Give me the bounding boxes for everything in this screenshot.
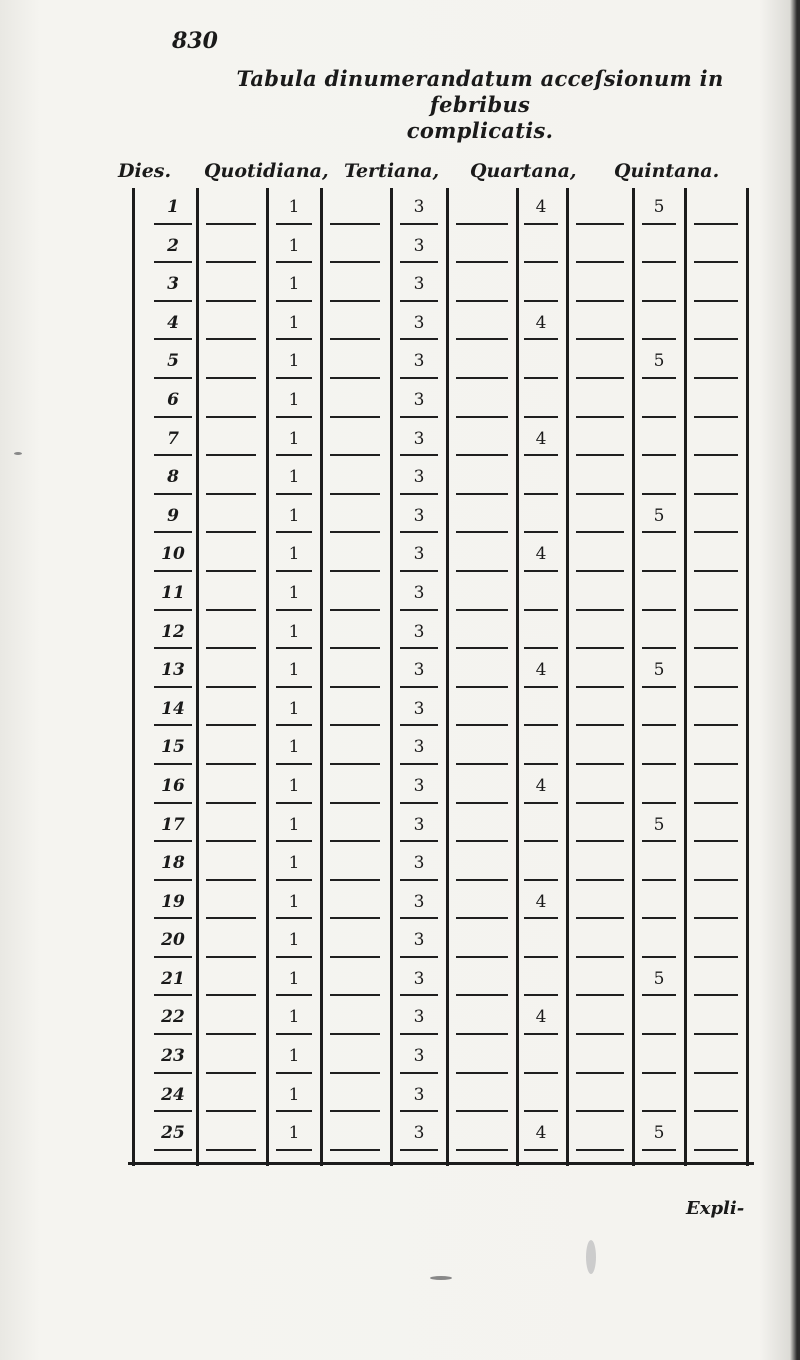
- blank-cell: [686, 1114, 746, 1153]
- blank-cell: [448, 265, 516, 304]
- day-number: 3: [146, 265, 200, 304]
- quotidiana-value: 1: [268, 535, 320, 574]
- quotidiana-value: 1: [268, 265, 320, 304]
- blank-cell: [568, 342, 632, 381]
- blank-cell: [198, 535, 264, 574]
- blank-cell: [686, 844, 746, 883]
- blank-cell: [448, 921, 516, 960]
- blank-cell: [686, 921, 746, 960]
- blank-cell: [322, 535, 388, 574]
- blank-cell: [198, 1076, 264, 1115]
- blank-cell: [198, 420, 264, 459]
- blank-cell: [686, 998, 746, 1037]
- title-line-1: Tabula dinumerandatum acceſsionum in febribus: [236, 66, 724, 117]
- day-number: 24: [146, 1076, 200, 1115]
- quintana-value: [634, 998, 684, 1037]
- table-row: [130, 574, 752, 613]
- blank-cell: [568, 227, 632, 266]
- tertiana-value: 3: [392, 728, 446, 767]
- quintana-value: [634, 921, 684, 960]
- day-number: 10: [146, 535, 200, 574]
- quartana-value: 4: [516, 767, 566, 806]
- quotidiana-value: 1: [268, 728, 320, 767]
- quartana-value: [516, 1037, 566, 1076]
- quotidiana-value: 1: [268, 420, 320, 459]
- tertiana-value: 3: [392, 265, 446, 304]
- quintana-value: [634, 1076, 684, 1115]
- quartana-value: 4: [516, 998, 566, 1037]
- blank-cell: [686, 728, 746, 767]
- quartana-value: 4: [516, 1114, 566, 1153]
- blank-cell: [568, 767, 632, 806]
- quartana-value: [516, 728, 566, 767]
- tertiana-value: 3: [392, 342, 446, 381]
- quintana-value: [634, 227, 684, 266]
- table-row: [130, 883, 752, 922]
- tertiana-value: 3: [392, 690, 446, 729]
- page-number: 830: [172, 28, 218, 54]
- tertiana-value: 3: [392, 1037, 446, 1076]
- quartana-value: [516, 960, 566, 999]
- blank-cell: [686, 497, 746, 536]
- quintana-value: [634, 574, 684, 613]
- day-number: 14: [146, 690, 200, 729]
- header-quotidiana: Quotidiana,: [204, 160, 329, 182]
- tertiana-value: 3: [392, 651, 446, 690]
- quintana-value: 5: [634, 1114, 684, 1153]
- header-tertiana: Tertiana,: [344, 160, 440, 182]
- quartana-value: 4: [516, 883, 566, 922]
- table-row: [130, 1076, 752, 1115]
- blank-cell: [322, 304, 388, 343]
- quotidiana-value: 1: [268, 574, 320, 613]
- blank-cell: [568, 728, 632, 767]
- blank-cell: [322, 728, 388, 767]
- blank-cell: [686, 767, 746, 806]
- quotidiana-value: 1: [268, 651, 320, 690]
- quotidiana-value: 1: [268, 806, 320, 845]
- quintana-value: [634, 420, 684, 459]
- blank-cell: [448, 883, 516, 922]
- blank-cell: [568, 1114, 632, 1153]
- blank-cell: [198, 767, 264, 806]
- blank-cell: [198, 227, 264, 266]
- blank-cell: [322, 998, 388, 1037]
- tertiana-value: 3: [392, 535, 446, 574]
- blank-cell: [322, 1076, 388, 1115]
- quintana-value: [634, 883, 684, 922]
- blank-cell: [686, 883, 746, 922]
- blank-cell: [198, 651, 264, 690]
- table-row: [130, 960, 752, 999]
- table-row: [130, 535, 752, 574]
- table-row: [130, 342, 752, 381]
- blank-cell: [198, 806, 264, 845]
- table-row: [130, 497, 752, 536]
- blank-cell: [686, 806, 746, 845]
- table-row: [130, 188, 752, 227]
- blank-cell: [198, 1114, 264, 1153]
- tertiana-value: 3: [392, 806, 446, 845]
- tertiana-value: 3: [392, 420, 446, 459]
- quintana-value: [634, 613, 684, 652]
- quotidiana-value: 1: [268, 921, 320, 960]
- day-number: 16: [146, 767, 200, 806]
- blank-cell: [322, 1037, 388, 1076]
- title-line-2: complicatis.: [406, 118, 554, 143]
- quartana-value: [516, 497, 566, 536]
- quintana-value: [634, 844, 684, 883]
- paper-speck: [430, 1276, 452, 1280]
- day-number: 8: [146, 458, 200, 497]
- blank-cell: [568, 574, 632, 613]
- blank-cell: [568, 420, 632, 459]
- blank-cell: [448, 227, 516, 266]
- tertiana-value: 3: [392, 998, 446, 1037]
- blank-cell: [568, 458, 632, 497]
- quintana-value: [634, 458, 684, 497]
- blank-cell: [322, 613, 388, 652]
- quartana-value: 4: [516, 304, 566, 343]
- table-row: [130, 420, 752, 459]
- blank-cell: [198, 574, 264, 613]
- day-number: 2: [146, 227, 200, 266]
- quartana-value: [516, 381, 566, 420]
- table-row: [130, 265, 752, 304]
- header-quintana: Quintana.: [614, 160, 720, 182]
- blank-cell: [686, 1076, 746, 1115]
- tertiana-value: 3: [392, 613, 446, 652]
- quartana-value: [516, 265, 566, 304]
- quintana-value: [634, 265, 684, 304]
- quintana-value: 5: [634, 960, 684, 999]
- quintana-value: 5: [634, 806, 684, 845]
- blank-cell: [198, 883, 264, 922]
- tertiana-value: 3: [392, 574, 446, 613]
- day-number: 23: [146, 1037, 200, 1076]
- blank-cell: [686, 535, 746, 574]
- day-number: 22: [146, 998, 200, 1037]
- blank-cell: [322, 188, 388, 227]
- blank-cell: [568, 690, 632, 729]
- blank-cell: [322, 381, 388, 420]
- blank-cell: [448, 535, 516, 574]
- table-body: [130, 188, 752, 1153]
- blank-cell: [686, 265, 746, 304]
- blank-cell: [198, 304, 264, 343]
- table-row: [130, 651, 752, 690]
- quotidiana-value: 1: [268, 1037, 320, 1076]
- blank-cell: [686, 188, 746, 227]
- blank-cell: [198, 728, 264, 767]
- blank-cell: [568, 265, 632, 304]
- blank-cell: [568, 535, 632, 574]
- blank-cell: [322, 960, 388, 999]
- blank-cell: [568, 613, 632, 652]
- tertiana-value: 3: [392, 1114, 446, 1153]
- blank-cell: [322, 1114, 388, 1153]
- quotidiana-value: 1: [268, 458, 320, 497]
- quintana-value: 5: [634, 342, 684, 381]
- blank-cell: [686, 651, 746, 690]
- tertiana-value: 3: [392, 227, 446, 266]
- blank-cell: [568, 497, 632, 536]
- blank-cell: [322, 921, 388, 960]
- blank-cell: [198, 613, 264, 652]
- day-number: 19: [146, 883, 200, 922]
- quotidiana-value: 1: [268, 1114, 320, 1153]
- blank-cell: [198, 188, 264, 227]
- blank-cell: [568, 304, 632, 343]
- blank-cell: [568, 921, 632, 960]
- quintana-value: [634, 767, 684, 806]
- day-number: 11: [146, 574, 200, 613]
- blank-cell: [686, 574, 746, 613]
- quintana-value: 5: [634, 497, 684, 536]
- blank-cell: [686, 458, 746, 497]
- blank-cell: [686, 381, 746, 420]
- quotidiana-value: 1: [268, 1076, 320, 1115]
- blank-cell: [568, 1076, 632, 1115]
- table-row: [130, 998, 752, 1037]
- day-number: 18: [146, 844, 200, 883]
- quartana-value: [516, 1076, 566, 1115]
- blank-cell: [448, 728, 516, 767]
- table-row: [130, 304, 752, 343]
- quartana-value: [516, 227, 566, 266]
- day-number: 20: [146, 921, 200, 960]
- blank-cell: [448, 420, 516, 459]
- day-number: 12: [146, 613, 200, 652]
- quintana-value: [634, 690, 684, 729]
- quotidiana-value: 1: [268, 342, 320, 381]
- blank-cell: [322, 497, 388, 536]
- blank-cell: [448, 651, 516, 690]
- table-row: [130, 381, 752, 420]
- table-bottom-rule: [128, 1162, 754, 1165]
- day-number: 9: [146, 497, 200, 536]
- blank-cell: [198, 381, 264, 420]
- blank-cell: [568, 188, 632, 227]
- quotidiana-value: 1: [268, 960, 320, 999]
- table-row: [130, 227, 752, 266]
- tertiana-value: 3: [392, 458, 446, 497]
- blank-cell: [448, 844, 516, 883]
- tertiana-value: 3: [392, 188, 446, 227]
- day-number: 17: [146, 806, 200, 845]
- tertiana-value: 3: [392, 921, 446, 960]
- quintana-value: [634, 381, 684, 420]
- blank-cell: [686, 960, 746, 999]
- blank-cell: [686, 420, 746, 459]
- quotidiana-value: 1: [268, 998, 320, 1037]
- blank-cell: [198, 844, 264, 883]
- day-number: 1: [146, 188, 200, 227]
- blank-cell: [448, 613, 516, 652]
- blank-cell: [198, 265, 264, 304]
- quotidiana-value: 1: [268, 227, 320, 266]
- quintana-value: 5: [634, 651, 684, 690]
- quotidiana-value: 1: [268, 497, 320, 536]
- blank-cell: [322, 883, 388, 922]
- blank-cell: [448, 342, 516, 381]
- blank-cell: [568, 844, 632, 883]
- tertiana-value: 3: [392, 767, 446, 806]
- day-number: 5: [146, 342, 200, 381]
- blank-cell: [322, 574, 388, 613]
- quintana-value: 5: [634, 188, 684, 227]
- day-number: 21: [146, 960, 200, 999]
- quartana-value: 4: [516, 535, 566, 574]
- quartana-value: [516, 458, 566, 497]
- blank-cell: [448, 188, 516, 227]
- day-number: 4: [146, 304, 200, 343]
- quartana-value: 4: [516, 651, 566, 690]
- blank-cell: [322, 690, 388, 729]
- blank-cell: [198, 497, 264, 536]
- page-title: [200, 66, 760, 144]
- blank-cell: [198, 921, 264, 960]
- day-number: 25: [146, 1114, 200, 1153]
- quartana-value: [516, 921, 566, 960]
- quotidiana-value: 1: [268, 767, 320, 806]
- table-header: [118, 160, 758, 188]
- table-row: [130, 767, 752, 806]
- blank-cell: [322, 227, 388, 266]
- quintana-value: [634, 1037, 684, 1076]
- day-number: 13: [146, 651, 200, 690]
- table-row: [130, 458, 752, 497]
- quotidiana-value: 1: [268, 188, 320, 227]
- blank-cell: [448, 458, 516, 497]
- blank-cell: [448, 960, 516, 999]
- blank-cell: [198, 458, 264, 497]
- fever-accession-table: [130, 188, 752, 1166]
- table-row: [130, 1114, 752, 1153]
- day-number: 7: [146, 420, 200, 459]
- quartana-value: [516, 806, 566, 845]
- quartana-value: [516, 613, 566, 652]
- quartana-value: [516, 574, 566, 613]
- table-row: [130, 844, 752, 883]
- blank-cell: [322, 806, 388, 845]
- blank-cell: [322, 458, 388, 497]
- header-quartana: Quartana,: [470, 160, 577, 182]
- quotidiana-value: 1: [268, 844, 320, 883]
- blank-cell: [686, 342, 746, 381]
- tertiana-value: 3: [392, 304, 446, 343]
- tertiana-value: 3: [392, 1076, 446, 1115]
- quartana-value: [516, 844, 566, 883]
- blank-cell: [322, 651, 388, 690]
- quintana-value: [634, 304, 684, 343]
- blank-cell: [568, 960, 632, 999]
- blank-cell: [568, 381, 632, 420]
- blank-cell: [322, 420, 388, 459]
- blank-cell: [686, 304, 746, 343]
- quartana-value: [516, 690, 566, 729]
- blank-cell: [198, 960, 264, 999]
- blank-cell: [568, 651, 632, 690]
- blank-cell: [448, 998, 516, 1037]
- quintana-value: [634, 728, 684, 767]
- blank-cell: [448, 497, 516, 536]
- blank-cell: [448, 1114, 516, 1153]
- blank-cell: [568, 998, 632, 1037]
- blank-cell: [198, 342, 264, 381]
- quotidiana-value: 1: [268, 690, 320, 729]
- blank-cell: [448, 381, 516, 420]
- tertiana-value: 3: [392, 381, 446, 420]
- day-number: 15: [146, 728, 200, 767]
- table-row: [130, 1037, 752, 1076]
- table-row: [130, 613, 752, 652]
- blank-cell: [322, 342, 388, 381]
- quotidiana-value: 1: [268, 381, 320, 420]
- quartana-value: 4: [516, 420, 566, 459]
- tertiana-value: 3: [392, 883, 446, 922]
- paper-speck: [14, 452, 22, 455]
- blank-cell: [448, 574, 516, 613]
- quotidiana-value: 1: [268, 613, 320, 652]
- blank-cell: [448, 806, 516, 845]
- blank-cell: [198, 690, 264, 729]
- blank-cell: [448, 690, 516, 729]
- table-row: [130, 690, 752, 729]
- quartana-value: 4: [516, 188, 566, 227]
- blank-cell: [322, 844, 388, 883]
- blank-cell: [198, 998, 264, 1037]
- quotidiana-value: 1: [268, 883, 320, 922]
- blank-cell: [448, 1037, 516, 1076]
- paper-stain: [586, 1240, 596, 1274]
- tertiana-value: 3: [392, 844, 446, 883]
- blank-cell: [322, 265, 388, 304]
- blank-cell: [448, 767, 516, 806]
- header-dies: Dies.: [118, 160, 172, 182]
- table-row: [130, 806, 752, 845]
- table-row: [130, 921, 752, 960]
- blank-cell: [568, 806, 632, 845]
- blank-cell: [686, 1037, 746, 1076]
- catchword: Expli-: [686, 1198, 745, 1219]
- tertiana-value: 3: [392, 497, 446, 536]
- table-row: [130, 728, 752, 767]
- blank-cell: [448, 1076, 516, 1115]
- tertiana-value: 3: [392, 960, 446, 999]
- blank-cell: [686, 613, 746, 652]
- blank-cell: [198, 1037, 264, 1076]
- quartana-value: [516, 342, 566, 381]
- blank-cell: [322, 767, 388, 806]
- blank-cell: [686, 690, 746, 729]
- quotidiana-value: 1: [268, 304, 320, 343]
- blank-cell: [686, 227, 746, 266]
- blank-cell: [448, 304, 516, 343]
- day-number: 6: [146, 381, 200, 420]
- blank-cell: [568, 1037, 632, 1076]
- quintana-value: [634, 535, 684, 574]
- blank-cell: [568, 883, 632, 922]
